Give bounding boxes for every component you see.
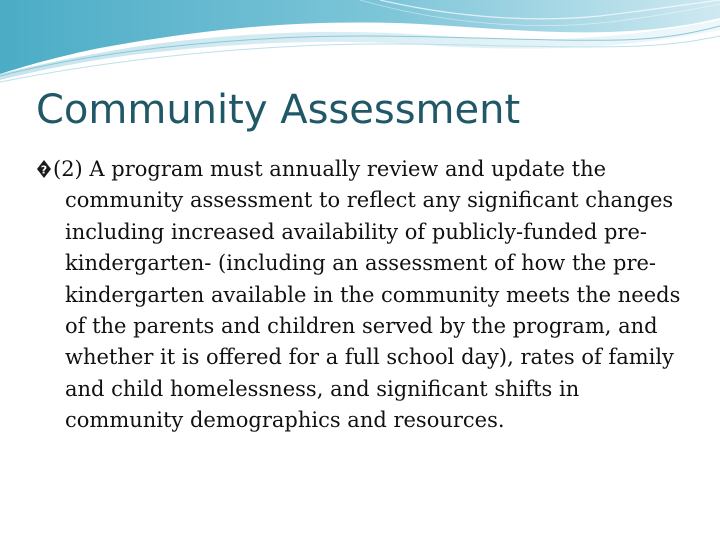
body-text [36, 154, 686, 437]
paragraph-text: (2) A program must annually review and update the community assessment to reflect any significant changes including increased availability of publicly-funded pre-kindergarten- (including an assessment of how the pre-kindergarten available in the community meets the needs of the parents and children served by the program, and whether it is offered for a full school day), rates of family and child homelessness, and significant shifts in community demographics and resources. [53, 157, 681, 433]
slide-title: Community Assessment [36, 87, 521, 133]
replacement-character-icon [36, 159, 52, 179]
header-wave-decoration [0, 0, 720, 90]
svg-text:?: ? [40, 163, 48, 177]
bullet-paragraph [36, 154, 686, 437]
